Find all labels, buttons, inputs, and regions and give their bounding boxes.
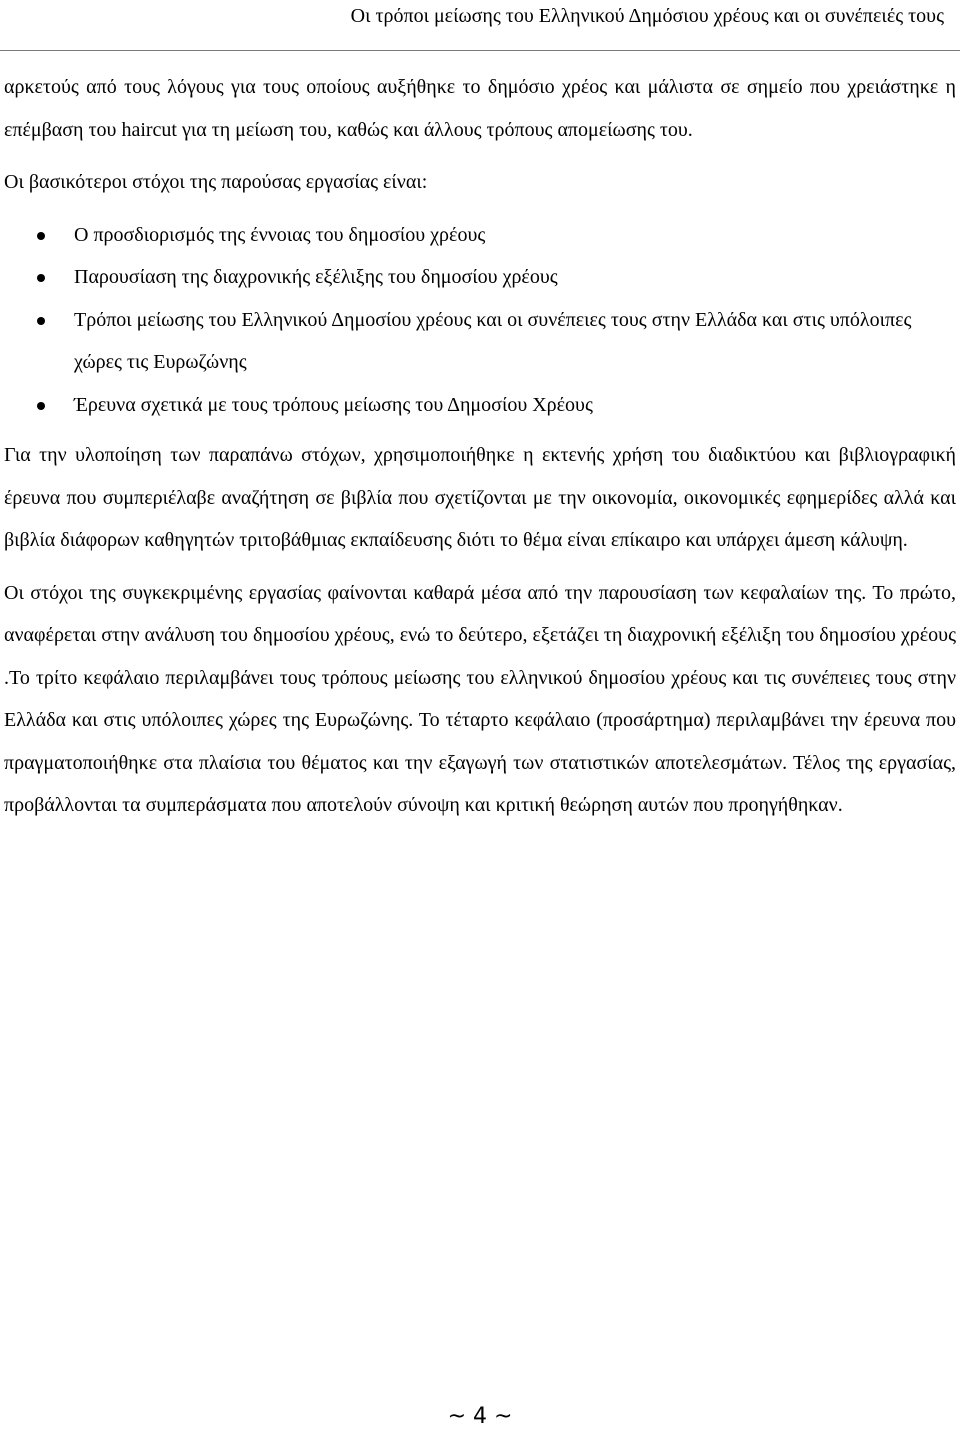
goal-text: Τρόποι μείωσης του Ελληνικού Δημοσίου χρέους και οι συνέπειες τους στην Ελλάδα και στις υπόλοιπες χώρες τις Ευρωζώνης	[74, 308, 912, 373]
goal-item	[4, 256, 956, 299]
goal-text: Έρευνα σχετικά με τους τρόπους μείωσης του Δημοσίου Χρέους	[74, 393, 593, 416]
bullet-icon	[37, 402, 45, 410]
goal-item	[4, 214, 956, 257]
page-number: ~ 4 ~	[447, 1404, 513, 1429]
bullet-icon	[37, 274, 45, 282]
goal-text: Παρουσίαση της διαχρονικής εξέλιξης του δημοσίου χρέους	[74, 266, 558, 288]
goals-intro: Οι βασικότεροι στόχοι της παρούσας εργασίας είναι:	[4, 171, 428, 193]
goals-list	[4, 214, 956, 427]
document-body	[4, 66, 956, 827]
bullet-icon	[37, 232, 45, 240]
structure-paragraph: Οι στόχοι της συγκεκριμένης εργασίας φαίνονται καθαρά μέσα από την παρουσίαση των κεφαλαίων της. Το πρώτο, αναφέρεται στην ανάλυση του δημοσίου χρέους, ενώ το δεύτερο, εξετάζει τη διαχρονική εξέλιξη του δημοσίου χρέους .Το τρίτο κεφάλαιο περιλαμβάνει τους τρόπους μείωσης του ελληνικού δημοσίου χρέους και τις συνέπειες τους στην Ελλάδα και στις υπόλοιπες χώρες της Ευρωζώνης. Το τέταρτο κεφάλαιο (προσάρτημα) περιλαμβάνει την έρευνα που πραγματοποιήθηκε στα πλαίσια του θέματος και την εξαγωγή των στατιστικών αποτελεσμάτων. Τέλος της εργασίας, προβάλλονται τα συμπεράσματα που αποτελούν σύνοψη και κριτική θεώρηση αυτών που προηγήθηκαν.	[4, 581, 956, 816]
goal-text: Ο προσδιορισμός της έννοιας του δημοσίου χρέους	[74, 223, 486, 246]
bullet-icon	[37, 317, 45, 325]
running-header: Οι τρόποι μείωσης του Ελληνικού Δημόσιου χρέους και οι συνέπειές τους	[350, 5, 944, 27]
goal-item	[4, 384, 956, 427]
intro-paragraph: αρκετούς από τους λόγους για τους οποίους αυξήθηκε το δημόσιο χρέος και μάλιστα σε σημείο που χρειάστηκε η επέμβαση του haircut για τη μείωση του, καθώς και άλλους τρόπους απομείωσης του.	[4, 76, 956, 141]
header-divider	[0, 50, 960, 51]
methodology-paragraph: Για την υλοποίηση των παραπάνω στόχων, χρησιμοποιήθηκε η εκτενής χρήση του διαδικτύου και βιβλιογραφική έρευνα που συμπεριέλαβε αναζήτηση σε βιβλία που σχετίζονται με την οικονομία, οικονομικές εφημερίδες αλλά και βιβλία διάφορων καθηγητών τριτοβάθμιας εκπαίδευσης διότι το θέμα είναι επίκαιρο και υπάρχει άμεση κάλυψη.	[4, 444, 956, 551]
goal-item	[4, 299, 956, 384]
